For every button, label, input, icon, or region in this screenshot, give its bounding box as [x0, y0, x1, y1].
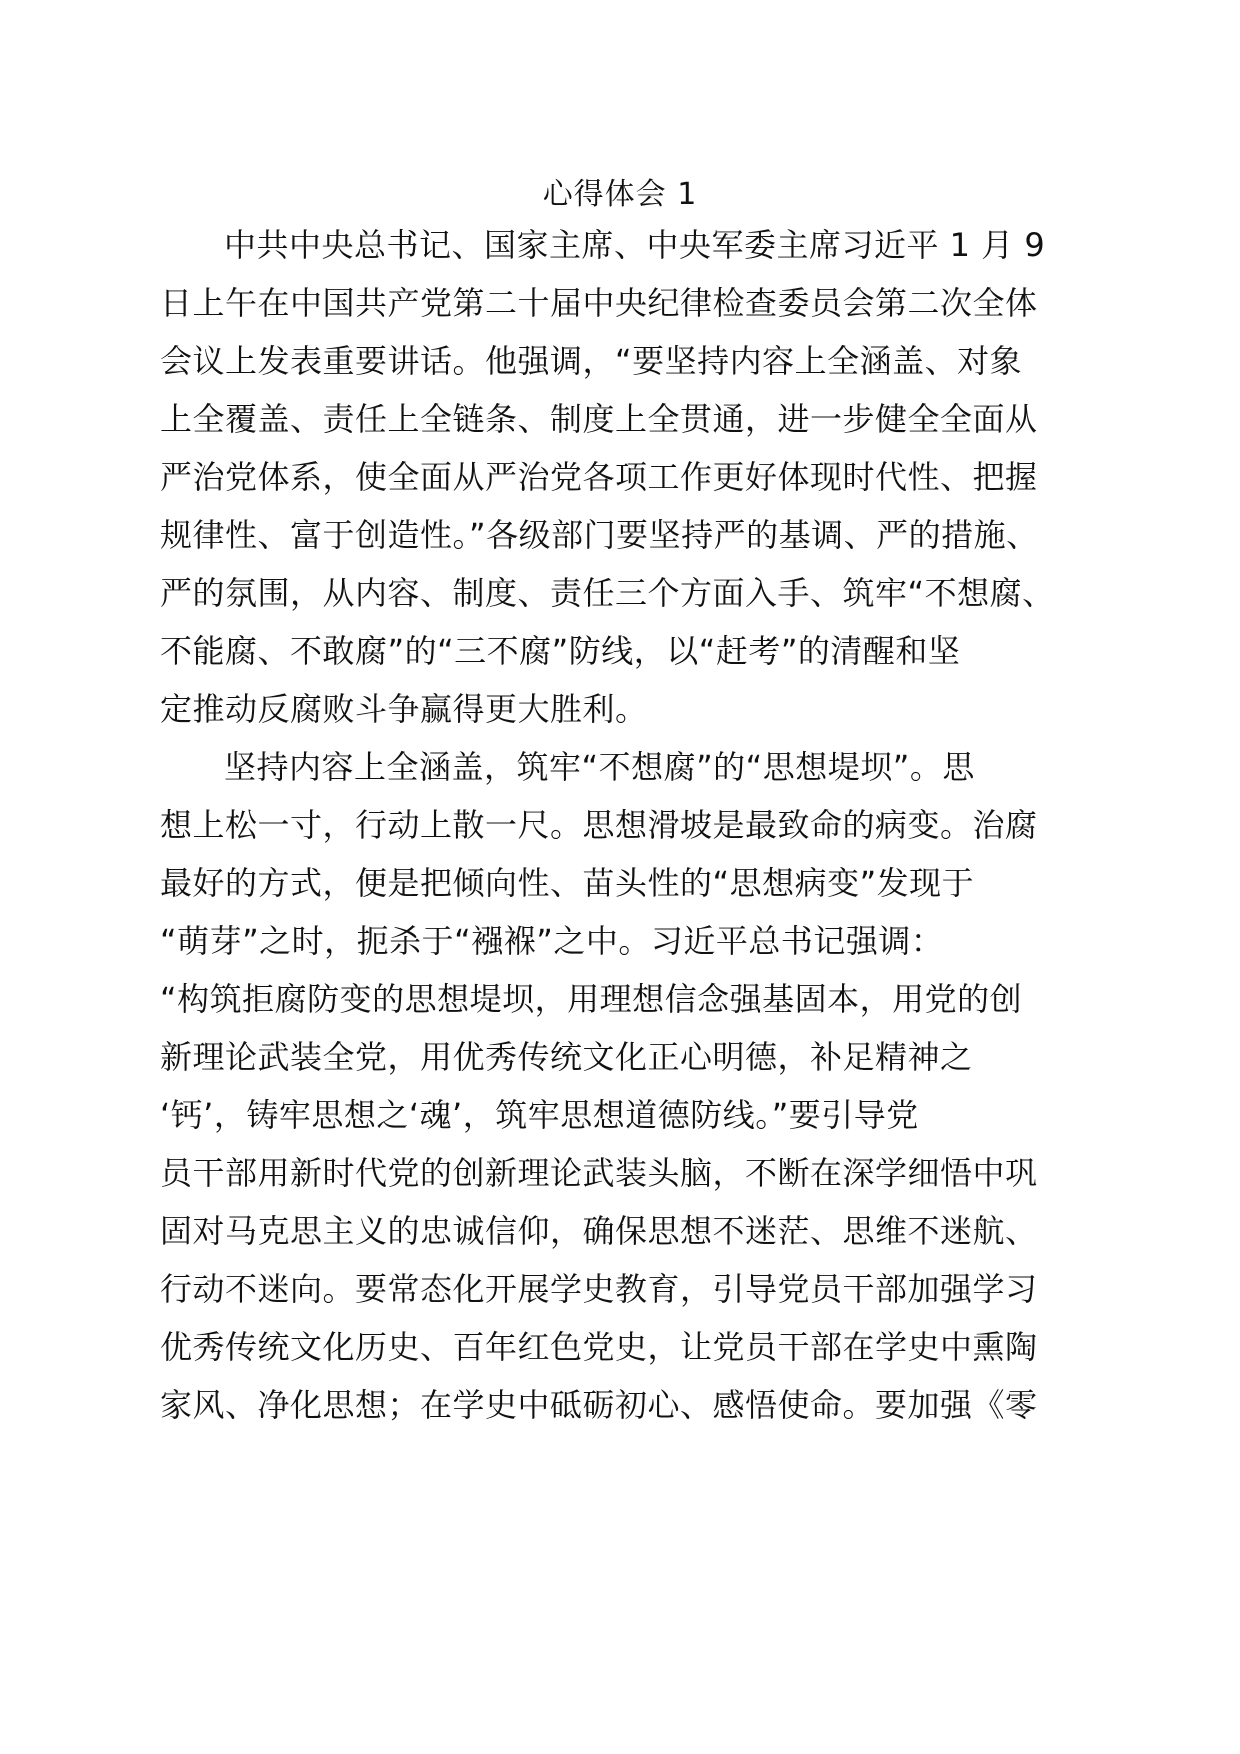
paragraph-line: “萌芽”之时，扼杀于“襁褓”之中。习近平总书记强调： — [160, 922, 944, 960]
paragraph-line: 想上松一寸，行动上散一尺。思想滑坡是最致命的病变。治腐 — [160, 806, 1038, 844]
paragraph-line: 新理论武装全党，用优秀传统文化正心明德，补足精神之 — [160, 1038, 973, 1076]
paragraph-line: 家风、净化思想；在学史中砥砺初心、感悟使命。要加强《零 — [160, 1386, 1038, 1424]
document-title: 心得体会 1 — [542, 177, 698, 212]
paragraph-line: 严的氛围，从内容、制度、责任三个方面入手、筑牢“不想腐、 — [160, 574, 1055, 612]
paragraph-line: 固对马克思主义的忠诚信仰，确保思想不迷茫、思维不迷航、 — [160, 1212, 1038, 1250]
paragraph-line: 最好的方式，便是把倾向性、苗头性的“思想病变”发现于 — [160, 864, 975, 902]
paragraph-line: 定推动反腐败斗争赢得更大胜利。 — [160, 690, 648, 728]
paragraph-line: 坚持内容上全涵盖，筑牢“不想腐”的“思想堤坝”。思 — [224, 748, 975, 786]
paragraph-line: 日上午在中国共产党第二十届中央纪律检查委员会第二次全体 — [160, 284, 1038, 322]
paragraph-line: 员干部用新时代党的创新理论武装头脑，不断在深学细悟中巩 — [160, 1154, 1038, 1192]
paragraph-line: 规律性、富于创造性。”各级部门要坚持严的基调、严的措施、 — [160, 516, 1039, 554]
paragraph-line: 优秀传统文化历史、百年红色党史，让党员干部在学史中熏陶 — [160, 1328, 1038, 1366]
paragraph-line: 行动不迷向。要常态化开展学史教育，引导党员干部加强学习 — [160, 1270, 1038, 1308]
paragraph-line: 上全覆盖、责任上全链条、制度上全贯通，进一步健全全面从 — [160, 400, 1038, 438]
paragraph-line: ‘钙’，铸牢思想之‘魂’，筑牢思想道德防线。”要引导党 — [160, 1096, 919, 1134]
paragraph-line: 严治党体系，使全面从严治党各项工作更好体现时代性、把握 — [160, 458, 1038, 496]
paragraph-line: “构筑拒腐防变的思想堤坝，用理想信念强基固本，用党的创 — [160, 980, 1023, 1018]
paragraph-line: 会议上发表重要讲话。他强调，“要坚持内容上全涵盖、对象 — [160, 342, 1023, 380]
paragraph-line: 中共中央总书记、国家主席、中央军委主席习近平 1 月 9 — [224, 226, 1046, 264]
paragraph-line: 不能腐、不敢腐”的“三不腐”防线，以“赶考”的清醒和坚 — [160, 632, 961, 670]
